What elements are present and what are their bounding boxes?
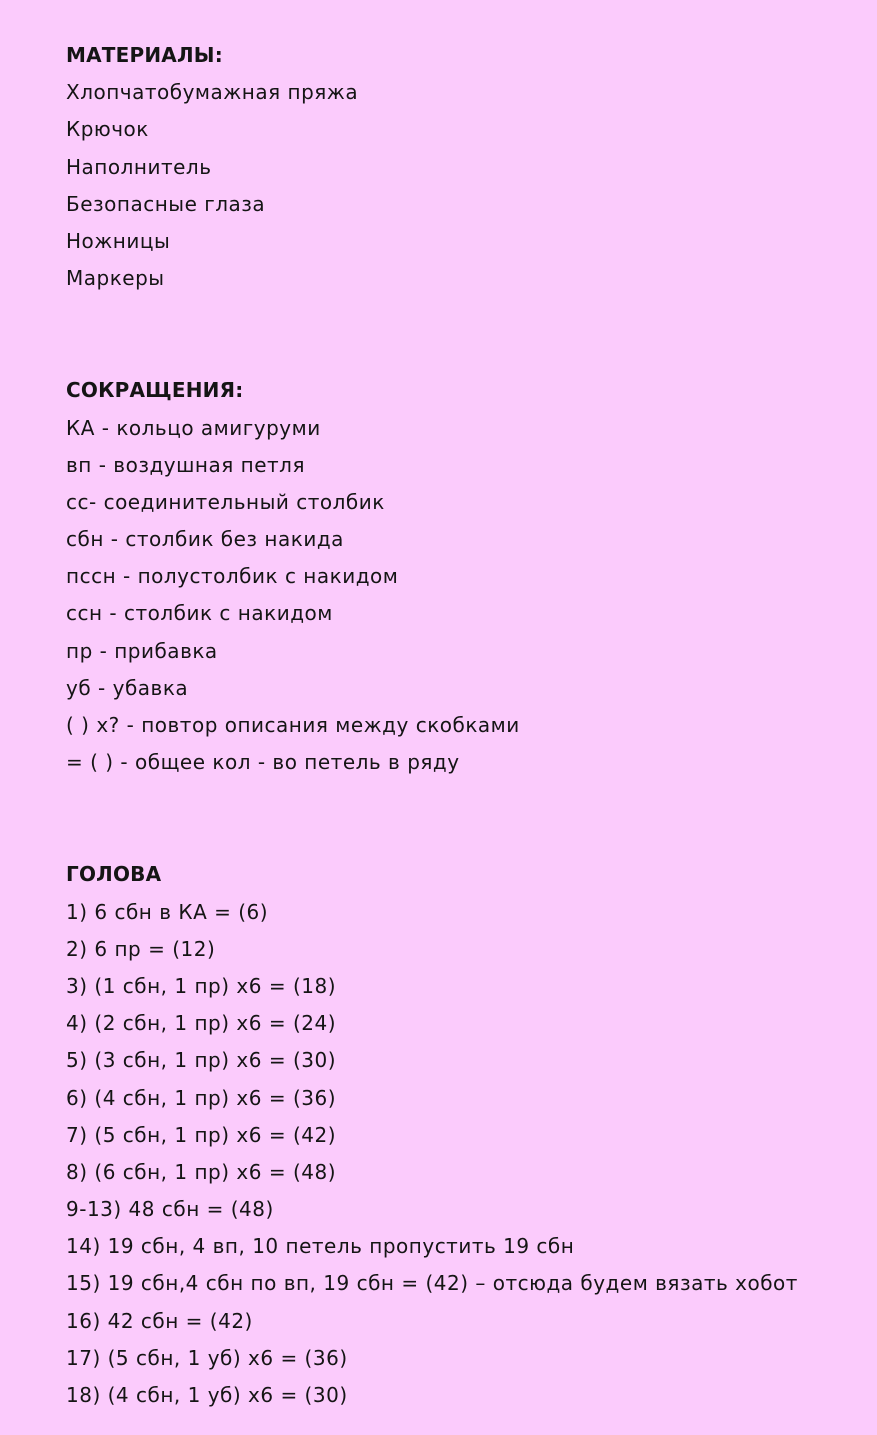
materials-heading: МАТЕРИАЛЫ: <box>66 43 223 67</box>
pattern-row: 2) 6 пр = (12) <box>66 936 216 961</box>
head-heading: ГОЛОВА <box>66 862 162 887</box>
pattern-row: 5) (3 сбн, 1 пр) х6 = (30) <box>66 1048 336 1073</box>
pattern-row: 18) (4 сбн, 1 уб) х6 = (30) <box>66 1383 348 1407</box>
abbreviation-item: уб - убавка <box>66 675 189 700</box>
pattern-row: 15) 19 сбн,4 сбн по вп, 19 сбн = (42) – отсюда будем вязать хобот <box>66 1271 798 1296</box>
abbreviation-item: = ( ) - общее кол - во петель в ряду <box>66 750 460 775</box>
pattern-row: 1) 6 сбн в КА = (6) <box>66 899 269 924</box>
abbreviation-item: ссн - столбик с накидом <box>66 601 333 626</box>
material-item: Хлопчатобумажная пряжа <box>66 80 359 105</box>
pattern-row: 8) (6 сбн, 1 пр) х6 = (48) <box>66 1159 336 1184</box>
material-item: Ножницы <box>66 228 171 253</box>
pattern-row: 4) (2 сбн, 1 пр) х6 = (24) <box>66 1011 336 1036</box>
materials-section <box>66 37 856 297</box>
pattern-row: 6) (4 сбн, 1 пр) х6 = (36) <box>66 1085 336 1110</box>
abbreviation-item: пр - прибавка <box>66 638 218 663</box>
material-item: Наполнитель <box>66 154 212 179</box>
abbreviations-section <box>66 372 856 781</box>
pattern-row: 9-13) 48 сбн = (48) <box>66 1197 274 1222</box>
material-item: Безопасные глаза <box>66 191 266 216</box>
abbreviation-item: ( ) х? - повтор описания между скобками <box>66 713 520 737</box>
pattern-row: 3) (1 сбн, 1 пр) х6 = (18) <box>66 973 336 998</box>
abbreviation-item: КА - кольцо амигуруми <box>66 415 321 440</box>
pattern-document <box>66 37 856 1414</box>
material-item: Маркеры <box>66 266 165 291</box>
head-section <box>66 856 856 1414</box>
pattern-row: 14) 19 сбн, 4 вп, 10 петель пропустить 19 сбн <box>66 1234 575 1259</box>
abbreviation-item: пссн - полустолбик с накидом <box>66 564 399 589</box>
abbreviation-item: вп - воздушная петля <box>66 452 305 477</box>
abbreviation-item: сс- соединительный столбик <box>66 489 385 514</box>
pattern-row: 17) (5 сбн, 1 уб) х6 = (36) <box>66 1345 348 1370</box>
abbreviation-item: сбн - столбик без накида <box>66 527 344 552</box>
material-item: Крючок <box>66 117 149 142</box>
pattern-row: 7) (5 сбн, 1 пр) х6 = (42) <box>66 1122 336 1147</box>
abbreviations-heading: СОКРАЩЕНИЯ: <box>66 378 244 403</box>
pattern-row: 16) 42 сбн = (42) <box>66 1308 253 1333</box>
